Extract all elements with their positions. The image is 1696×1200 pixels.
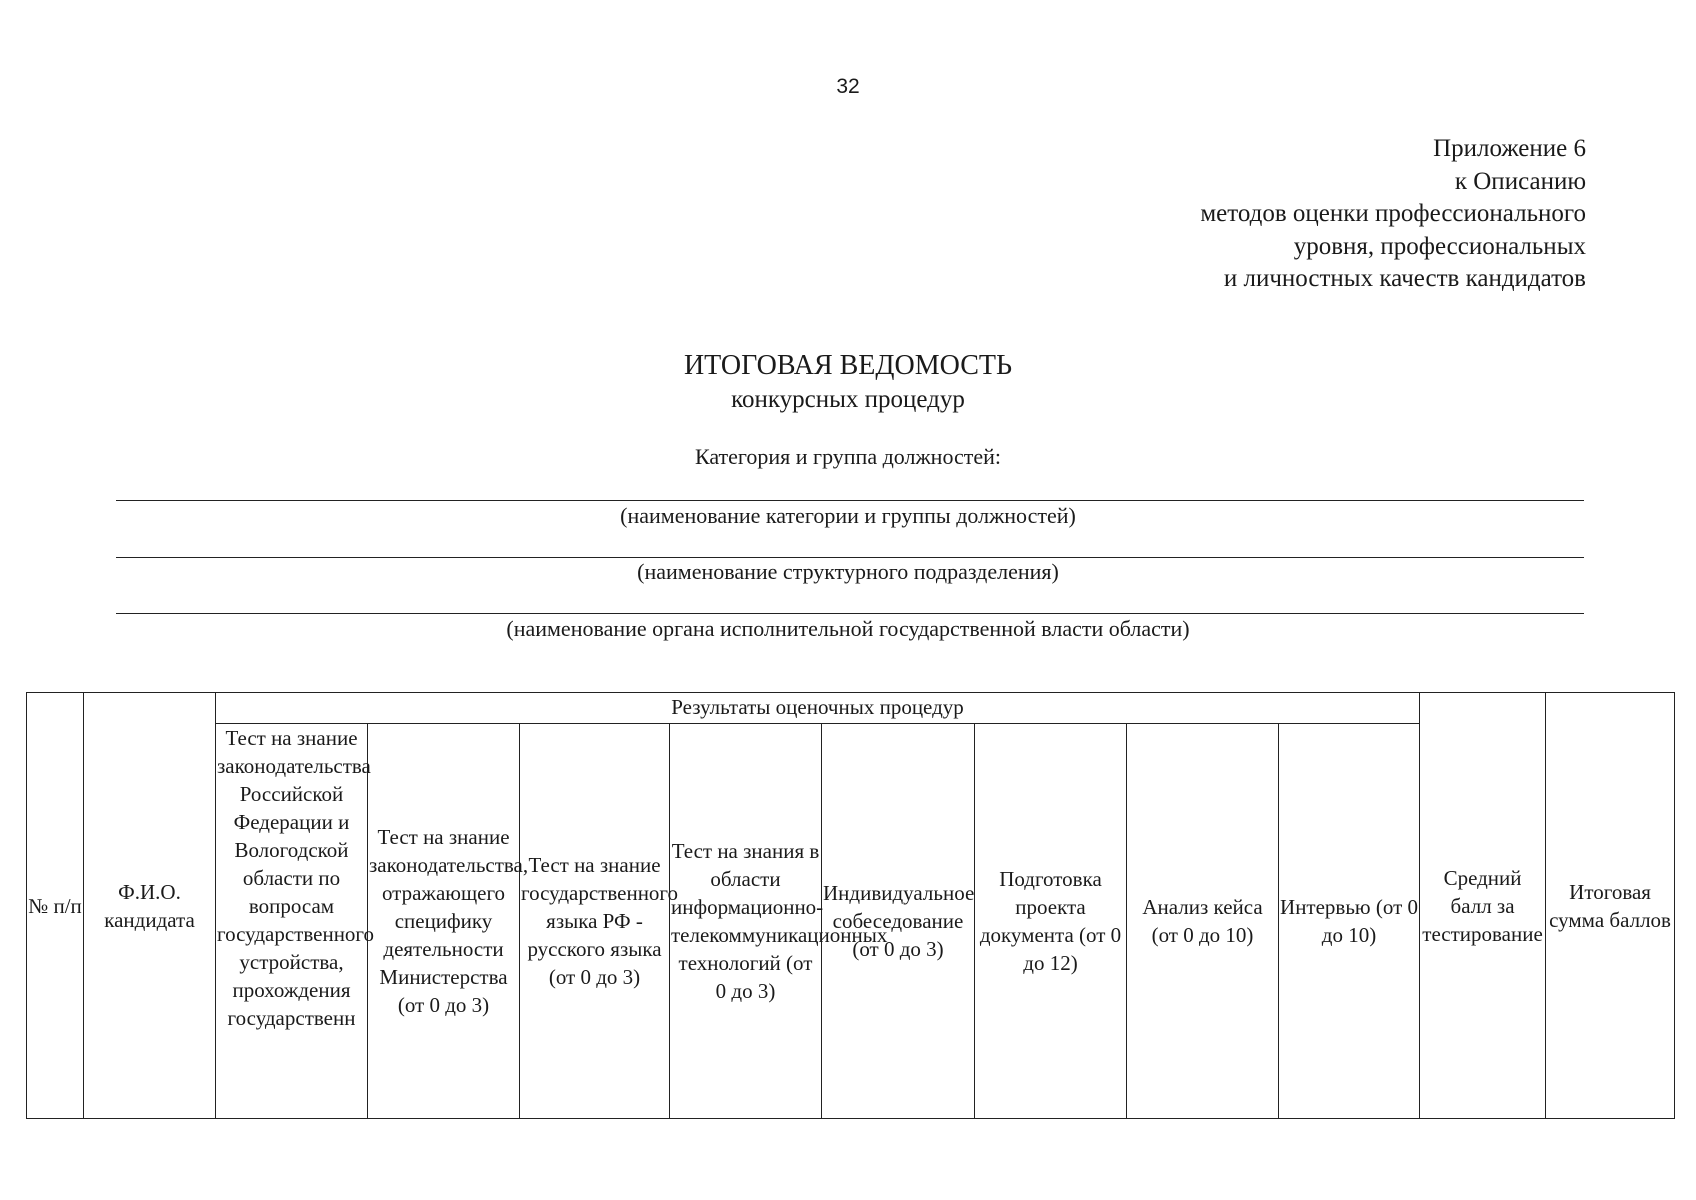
header-test-ministry-law: Тест на знание законодательства, отражающего специфику деятельности Министерства (от 0 до 3) (368, 724, 520, 1119)
header-total-score: Итоговая сумма баллов (1546, 693, 1675, 1119)
header-test-federal-law-text: Тест на знание законодательства Российской Федерации и Вологодской области по вопросам государственного устройства, прохождения государственн (217, 726, 375, 1030)
header-interview: Интервью (от 0 до 10) (1279, 724, 1420, 1119)
appendix-line: Приложение 6 (1433, 135, 1586, 162)
document-title: ИТОГОВАЯ ВЕДОМОСТЬ (683, 350, 1013, 381)
fill-line-authority (116, 613, 1584, 614)
header-document-draft: Подготовка проекта документа (от 0 до 12) (975, 724, 1127, 1119)
results-table (26, 692, 1675, 1119)
appendix-heading (1200, 133, 1586, 296)
appendix-line: уровня, профессиональных (1293, 232, 1586, 260)
header-case-analysis: Анализ кейса (от 0 до 10) (1127, 724, 1279, 1119)
header-assessment-results: Результаты оценочных процедур (216, 693, 1420, 724)
page-number: 32 (836, 75, 860, 98)
appendix-line: к Описанию (1454, 167, 1586, 195)
header-candidate-name: Ф.И.О. кандидата (84, 693, 216, 1119)
header-test-russian-language: Тест на знание государственного языка РФ - русского языка (от 0 до 3) (520, 724, 670, 1119)
category-label: Категория и группа должностей: (694, 444, 1002, 469)
caption-authority: (наименование органа исполнительной государственной власти области) (506, 616, 1190, 641)
caption-category: (наименование категории и группы должностей) (620, 503, 1076, 528)
appendix-line: методов оценки профессионального (1200, 200, 1586, 227)
fill-line-department (116, 557, 1584, 558)
caption-department: (наименование структурного подразделения) (637, 559, 1059, 584)
header-average-score: Средний балл за тестирование (1420, 693, 1546, 1119)
header-individual-interview: Индивидуальное собеседование (от 0 до 3) (822, 724, 975, 1119)
document-subtitle: конкурсных процедур (731, 386, 965, 413)
header-number: № п/п (27, 693, 84, 1119)
header-test-ict: Тест на знания в области информационно-телекоммуникационных технологий (от 0 до 3) (670, 724, 822, 1119)
appendix-line: и личностных качеств кандидатов (1223, 265, 1586, 292)
header-test-federal-law (216, 724, 375, 1119)
fill-line-category (116, 500, 1584, 501)
